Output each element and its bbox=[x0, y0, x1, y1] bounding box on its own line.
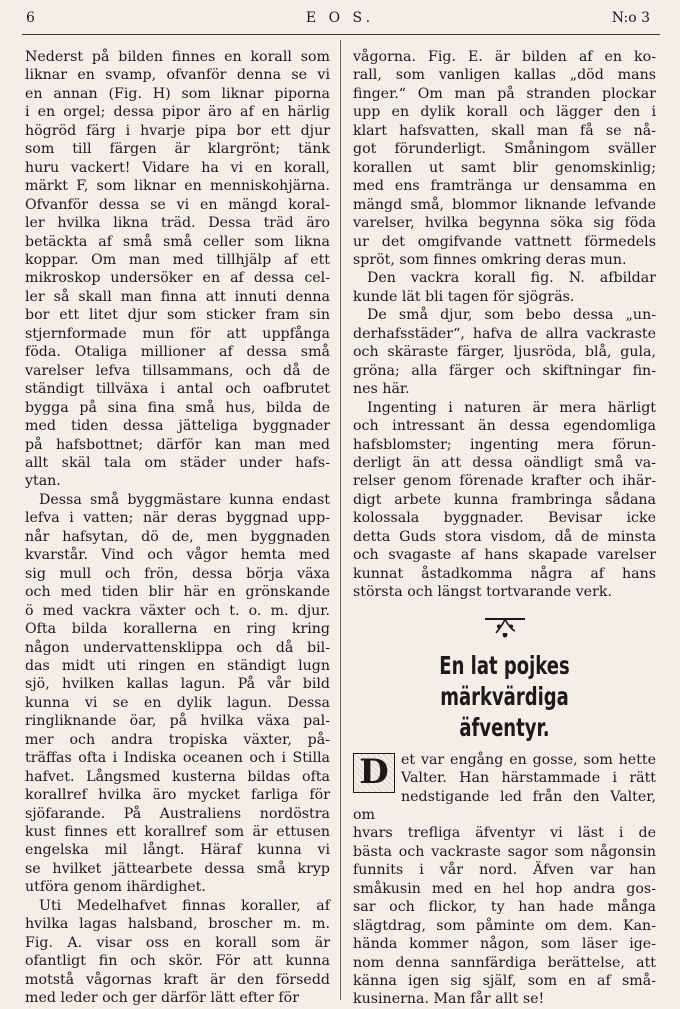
text-line: upp en dylik korall och lägger den i bbox=[353, 104, 656, 121]
text-line: nom denna sannfärdiga berättelse, att bbox=[353, 954, 656, 971]
text-line: med ens framtränga ur densamma en bbox=[353, 178, 656, 195]
text-line: kusinerna. Man får allt se! bbox=[353, 991, 545, 1008]
text-line: varelser lefva tillsammans, och då de bbox=[25, 362, 330, 379]
text-line: got förunderligt. Småningom sväller bbox=[353, 141, 656, 158]
header-rule bbox=[22, 34, 660, 35]
text-line: någon undervattensklippa och då bil- bbox=[25, 639, 330, 656]
text-line: når hafsytan, dö de, men byggnaden bbox=[25, 528, 330, 545]
text-line: varelser, hvilka begynna söka sig föda bbox=[353, 215, 656, 232]
text-line: hvilka lagas halsband, broscher m. m. bbox=[25, 916, 330, 933]
text-line: i en orgel; dessa pipor äro af en härlig bbox=[25, 104, 330, 121]
text-line: rall, som vanligen kallas „död mans bbox=[353, 67, 656, 84]
text-line: Ofta bilda korallerna en ring kring bbox=[25, 621, 330, 638]
right-column bbox=[353, 48, 656, 1009]
drop-cap: D bbox=[353, 753, 395, 793]
text-line: derhafsstäder“, hafva de allra vackraste bbox=[353, 325, 656, 342]
text-line: ur det omgifvande vattnett förmedels bbox=[353, 233, 656, 250]
text-line: Valter. Han härstammade i rätt bbox=[401, 770, 656, 787]
text-line: träffas ofta i Indiska oceanen och i Stilla bbox=[25, 750, 330, 767]
text-line: och med tiden blir här en grönskande bbox=[25, 584, 330, 601]
journal-title: E O S. bbox=[305, 10, 375, 26]
text-line: spröt, som finnes omkring deras mun. bbox=[353, 251, 627, 268]
text-line: bygga på sina fina små hus, bilda de bbox=[25, 399, 330, 416]
text-line: märkt F, som liknar en menniskohjärna. bbox=[25, 178, 330, 195]
text-line: kvarstår. Vind och vågor hemta med bbox=[25, 547, 330, 564]
story-title-line: äfventyr. bbox=[459, 712, 550, 742]
text-line: kolossala byggnader. Bevisar icke bbox=[353, 510, 656, 527]
text-line: mikroskop undersöker en af dessa cel- bbox=[25, 270, 330, 287]
text-line: Dessa små byggmästare kunna endast bbox=[39, 491, 330, 508]
text-line: klart hafsvatten, skall man få se nå- bbox=[353, 122, 656, 139]
page-number: 6 bbox=[26, 10, 35, 26]
text-line: slägtdrag, som påminte om dem. Kan- bbox=[353, 917, 656, 934]
text-line: vågorna. Fig. E. är bilden af en ko- bbox=[353, 49, 656, 65]
text-line: och svagaste af hans skapade varelser bbox=[353, 547, 656, 564]
text-line: sar och flickor, ty han hade många bbox=[353, 899, 656, 916]
text-line: ler så skall man finna att innuti denna bbox=[25, 288, 330, 305]
text-line: motstå vågornas kraft är den försedd bbox=[25, 971, 330, 988]
text-line: Den vackra korall fig. N. afbildar bbox=[367, 270, 656, 287]
text-line: småkusin med en hel hop andra gos- bbox=[353, 880, 656, 897]
text-line: ö med vackra växter och t. o. m. djur. bbox=[25, 602, 330, 619]
text-line: nedstigande led från den Valter, om bbox=[353, 788, 656, 823]
text-line: digt arbete kunna frambringa sådana bbox=[353, 491, 656, 508]
text-line: engelska mil långt. Häraf kunna vi bbox=[25, 842, 330, 859]
text-line: och intressant än dessa egendomliga bbox=[353, 418, 656, 435]
text-line: huru vackert! Vidare ha vi en korall, bbox=[25, 159, 330, 176]
text-line: bästa och vackraste sagor som någonsin bbox=[353, 843, 656, 860]
text-line: Nederst på bilden finnes en korall som bbox=[25, 49, 330, 65]
story-title bbox=[395, 650, 613, 743]
text-line: som till färgen är klargrönt; tänk bbox=[25, 141, 330, 158]
text-line: med leder och ger därför lätt efter för bbox=[25, 990, 299, 1007]
text-line: Ingenting i naturen är mera härligt bbox=[367, 399, 656, 416]
text-line: Fig. A. visar oss en korall som är bbox=[25, 934, 330, 951]
text-line: hafsblomster; ingenting mera förun- bbox=[353, 436, 656, 453]
text-line: betäckta af små små celler som likna bbox=[25, 233, 330, 250]
text-line: De små djur, som bebo dessa „un- bbox=[367, 307, 656, 324]
text-line: das midt uti ringen en ständigt lugn bbox=[25, 657, 330, 674]
story-text bbox=[353, 751, 656, 1009]
text-line: ytan. bbox=[25, 473, 61, 490]
text-line: lefva i vatten; när deras byggnad upp- bbox=[25, 510, 330, 527]
text-line: kunnat åstadkomma några af hans bbox=[353, 565, 656, 582]
text-line: derligt än att dessa oändligt små va- bbox=[353, 454, 656, 471]
text-line: Ofvanför dessa se vi en mängd koral- bbox=[25, 196, 330, 213]
text-line: mer och andra tropiska växter, på- bbox=[25, 731, 330, 748]
column-divider bbox=[340, 40, 341, 1000]
text-line: et var engång en gosse, som hette bbox=[401, 751, 656, 768]
text-line: sjöfarande. På Australiens nordöstra bbox=[25, 805, 330, 822]
text-line: kunde lät bli tagen för sjögräs. bbox=[353, 288, 575, 305]
text-line: stjernformade mun för att uppfånga bbox=[25, 325, 330, 342]
text-line: sig mull och frön, dessa börja växa bbox=[25, 565, 330, 582]
text-line: nes här. bbox=[353, 381, 410, 398]
text-line: ringliknande öar, på hvilka växa pal- bbox=[25, 713, 330, 730]
text-line: ofantligt fin och skör. För att kunna bbox=[25, 953, 330, 970]
story-title-line: En lat pojkes märkvärdiga bbox=[439, 650, 570, 711]
text-line: föda. Otaliga millioner af dessa små bbox=[25, 344, 330, 361]
text-line: liknar en svamp, ofvanför denna se vi bbox=[25, 67, 330, 84]
text-line: funnits i vår nord. Äfven var han bbox=[353, 862, 656, 879]
text-line: känna igen sig själf, som en af små- bbox=[353, 973, 656, 990]
ornament-icon bbox=[353, 606, 656, 646]
text-line: en annan (Fig. H) som liknar piporna bbox=[25, 85, 330, 102]
text-line: Uti Medelhafvet finnas koraller, af bbox=[39, 897, 330, 914]
page-header bbox=[0, 0, 680, 36]
text-line: största och längst tortvarande verk. bbox=[353, 584, 612, 601]
text-line: korallref hvilka äro mycket farliga för bbox=[25, 787, 330, 804]
text-line: utföra genom ihärdighet. bbox=[25, 879, 206, 896]
text-line: ler hvilka likna träd. Dessa träd äro bbox=[25, 215, 330, 232]
text-line: hända kommer någon, som läser ige- bbox=[353, 936, 656, 953]
text-line: sjö, hvilken kallas lagun. På vår bild bbox=[25, 676, 330, 693]
text-line: se hvilket jättearbete dessa små kryp bbox=[25, 860, 330, 877]
text-line: bor ett litet djur som sticker fram sin bbox=[25, 307, 330, 324]
text-line: och skäraste färger, ljusröda, blå, gula, bbox=[353, 344, 656, 361]
text-line: relser genom förenade krafter och ihär- bbox=[353, 473, 656, 490]
left-column bbox=[25, 48, 330, 1008]
text-line: ständigt tillväxa i antal och oafbrutet bbox=[25, 381, 330, 398]
text-line: finger.“ Om man på stranden plockar bbox=[353, 85, 656, 102]
issue-number: N:o 3 bbox=[611, 10, 650, 26]
text-line: högröd färg i hvarje pipa bor ett djur bbox=[25, 122, 330, 139]
text-line: detta Guds stora visdom, då de minsta bbox=[353, 528, 656, 545]
text-line: kunna vi se en dylik lagun. Dessa bbox=[25, 694, 330, 711]
text-line: med tiden dessa jätteliga byggnader bbox=[25, 418, 330, 435]
text-line: på hafsbottnet; därför kan man med bbox=[25, 436, 330, 453]
text-line: kust finnes ett korallref som är ettusen bbox=[25, 824, 330, 841]
text-line: gröna; alla färger och skiftningar fin- bbox=[353, 362, 656, 379]
text-line: hvars trefliga äfventyr vi läst i de bbox=[353, 825, 656, 842]
text-line: allt skäl tala om städer under hafs- bbox=[25, 454, 330, 471]
text-line: korallen ut samt blir genomskinlig; bbox=[353, 159, 656, 176]
text-line: hafvet. Långsmed kusterna bildas ofta bbox=[25, 768, 330, 785]
text-line: mängd små, blommor liknande lefvande bbox=[353, 196, 656, 213]
text-line: koppar. Om man med tillhjälp af ett bbox=[25, 251, 330, 268]
